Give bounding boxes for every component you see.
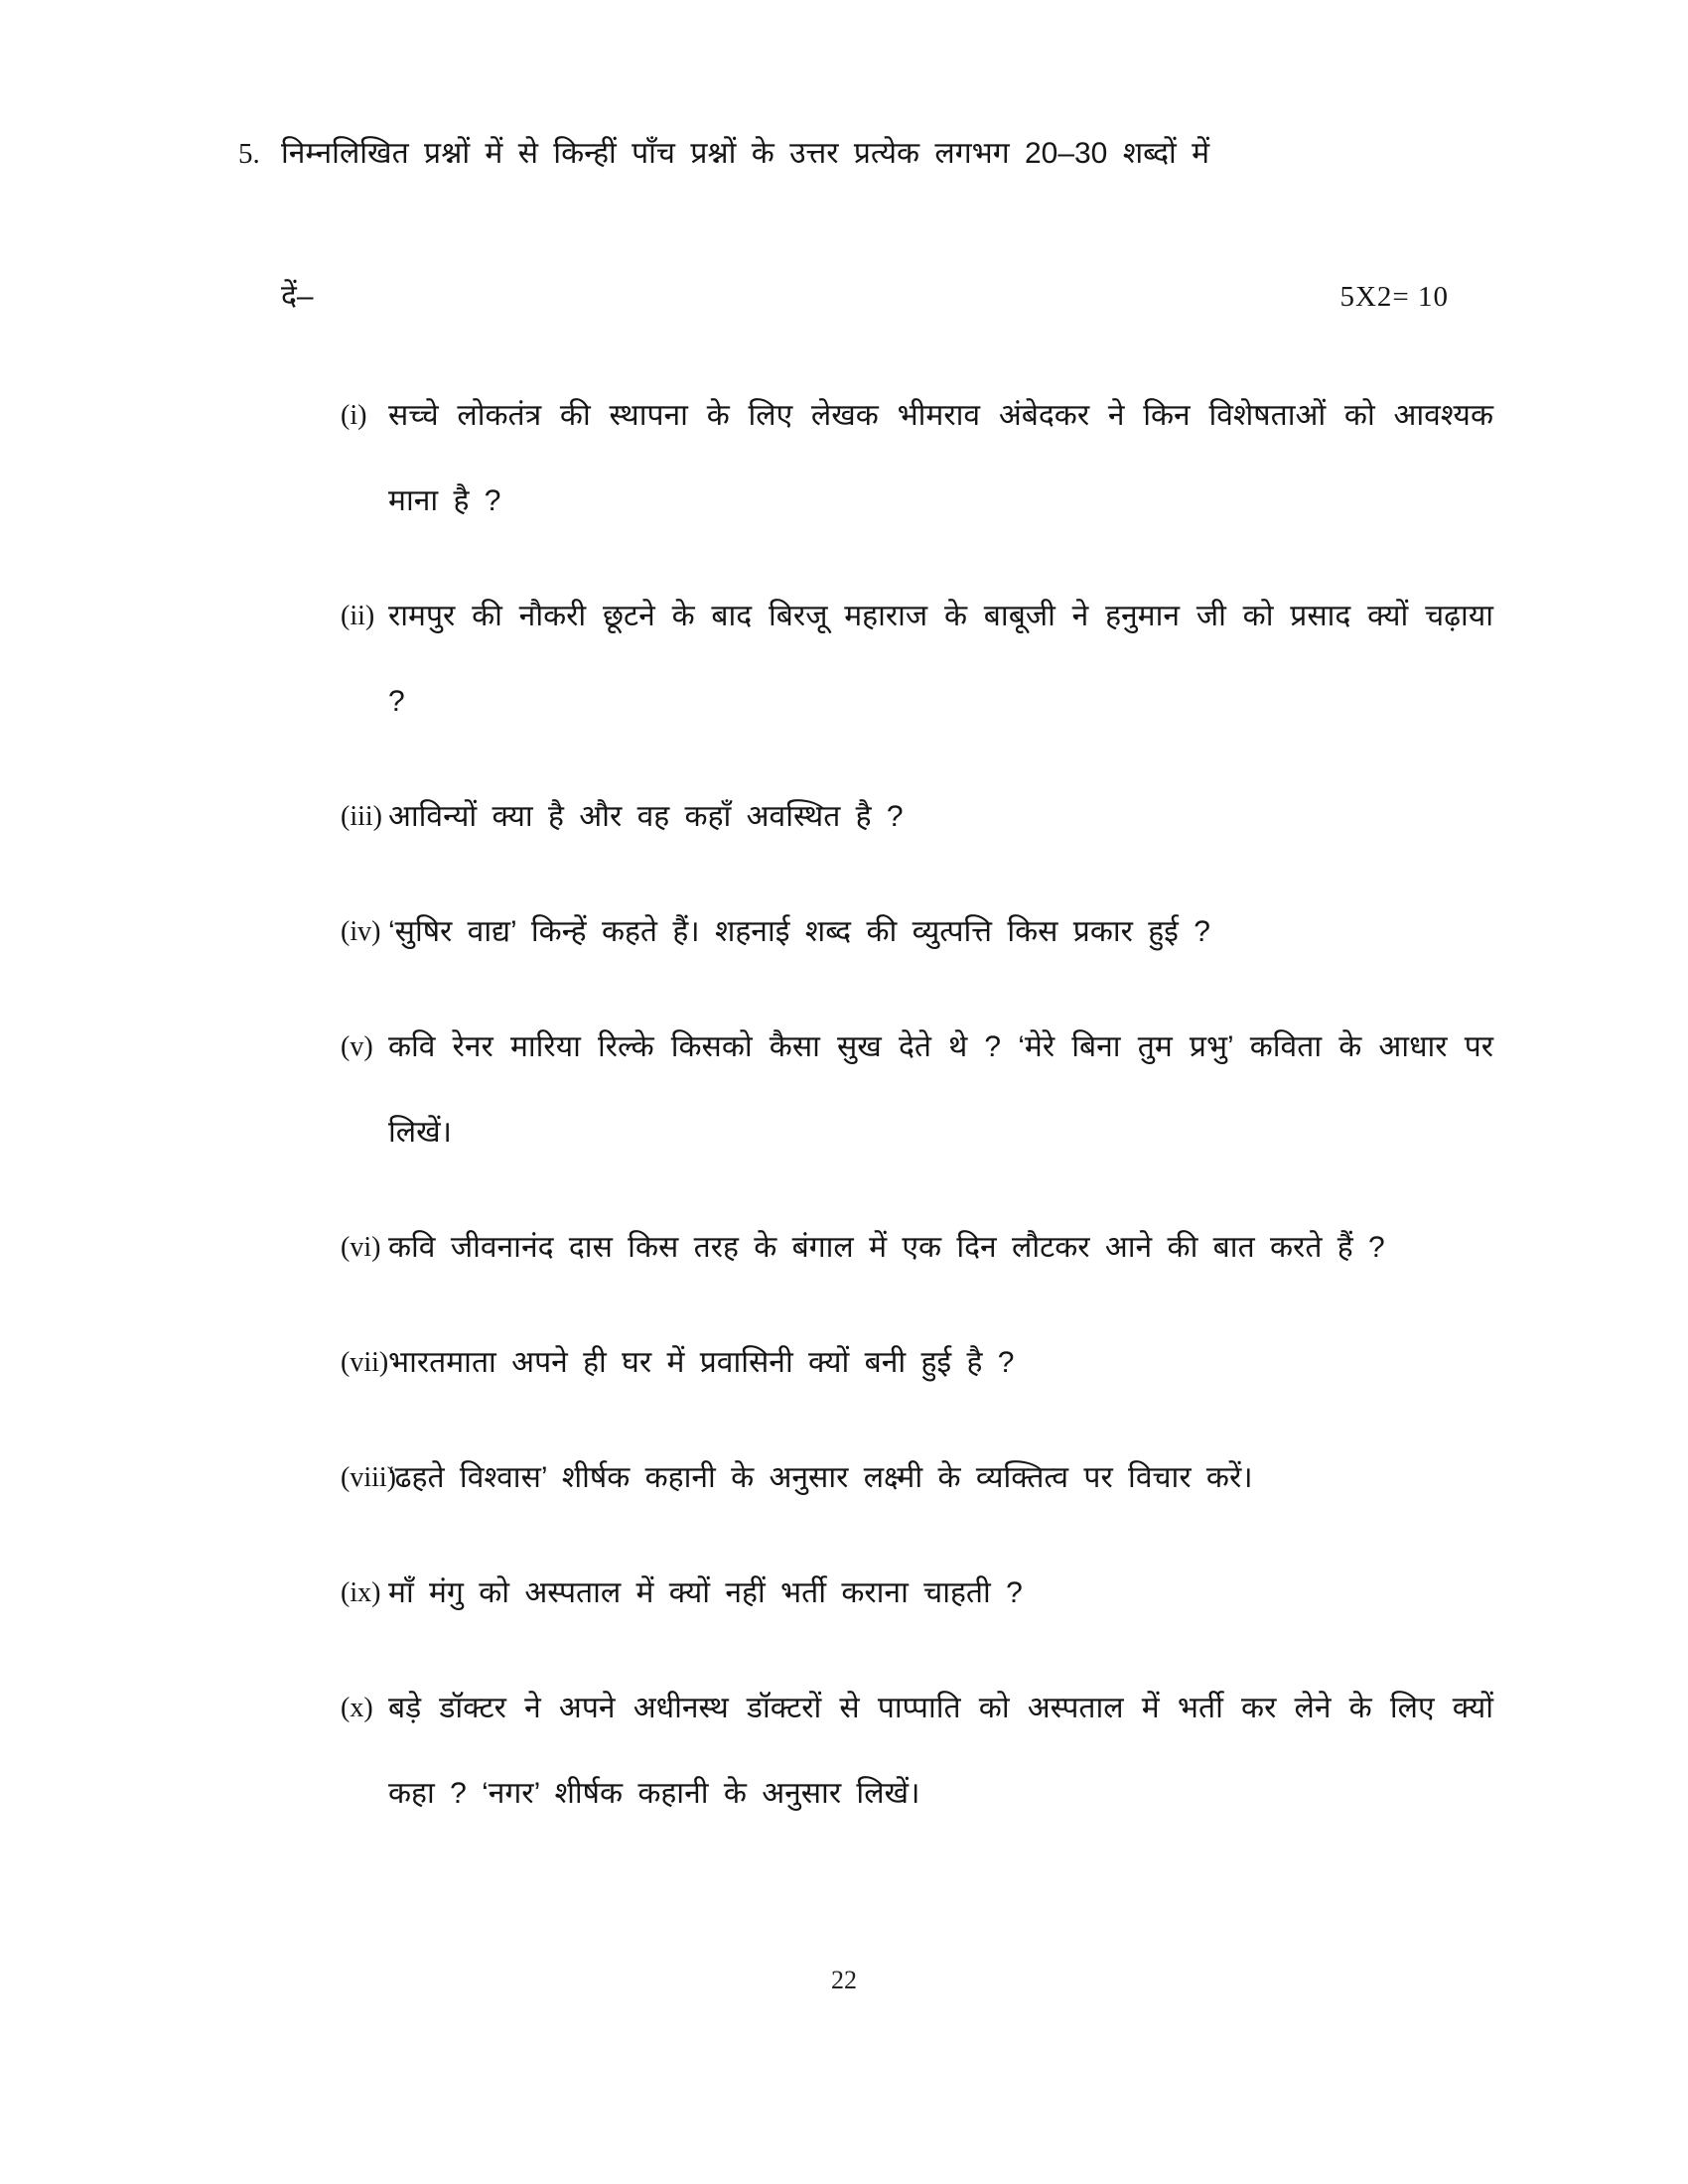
sub-question-row-i [341, 373, 1493, 544]
sub-question-row-iii [341, 774, 1493, 860]
sub-question-row-ii [341, 574, 1493, 745]
sub-question-text: भारतमाता अपने ही घर में प्रवासिनी क्यों बनी हुई है ? [388, 1346, 1015, 1379]
sub-question-list [341, 373, 1493, 1837]
page-content [238, 111, 1493, 1866]
sub-question-number: (vi) [341, 1232, 381, 1263]
sub-question-text: आविन्यों क्या है और वह कहाँ अवस्थित है ? [388, 800, 904, 833]
sub-question-number: (iii) [341, 801, 382, 832]
sub-question-number: (iv) [341, 916, 381, 947]
sub-question-number: (ii) [341, 601, 375, 631]
question-instruction-line2: दें– [281, 280, 314, 313]
sub-question-row-v [341, 1005, 1493, 1175]
sub-question-row-ix [341, 1551, 1493, 1636]
sub-question-number: (v) [341, 1031, 373, 1062]
marks-value: 5X2= 10 [1339, 281, 1449, 313]
question-body [281, 111, 1493, 1866]
sub-question-number: (x) [341, 1693, 373, 1723]
sub-question-text: कवि रेनर मारिया रिल्के किसको कैसा सुख देते थे ? ‘मेरे बिना तुम प्रभु’ कविता के आधार पर लिखें। [388, 1030, 1493, 1149]
page-number: 22 [831, 1966, 857, 1994]
sub-question-text: ‘सुषिर वाद्य’ किन्हें कहते हैं। शहनाई शब्द की व्युत्पत्ति किस प्रकार हुई ? [388, 915, 1210, 948]
sub-question-row-vi [341, 1205, 1493, 1291]
question-instruction-line1: निम्नलिखित प्रश्नों में से किन्हीं पाँच प्रश्नों के उत्तर प्रत्येक लगभग 20–30 शब्दों में [281, 137, 1210, 170]
sub-question-text: ‘ढहते विश्वास’ शीर्षक कहानी के अनुसार लक्ष्मी के व्यक्तित्व पर विचार करें। [388, 1461, 1253, 1494]
sub-question-text: सच्चे लोकतंत्र की स्थापना के लिए लेखक भीमराव अंबेदकर ने किन विशेषताओं को आवश्यक माना है ? [388, 399, 1493, 517]
sub-question-number: (i) [341, 400, 367, 431]
sub-question-row-vii [341, 1320, 1493, 1406]
sub-question-text: रामपुर की नौकरी छूटने के बाद बिरजू महाराज के बाबूजी ने हनुमान जी को प्रसाद क्यों चढ़ाया ? [388, 600, 1493, 718]
sub-question-number: (ix) [341, 1577, 381, 1608]
sub-question-row-viii [341, 1435, 1493, 1521]
sub-question-text: माँ मंगु को अस्पताल में क्यों नहीं भर्ती कराना चाहती ? [388, 1576, 1023, 1609]
question-5-block [238, 111, 1493, 1866]
sub-question-row-x [341, 1666, 1493, 1837]
sub-question-text: कवि जीवनानंद दास किस तरह के बंगाल में एक दिन लौटकर आने की बात करते हैं ? [388, 1231, 1385, 1264]
sub-question-number: (viii) [341, 1462, 396, 1493]
instruction-marks-row [281, 254, 1493, 340]
question-number: 5. [238, 138, 260, 170]
sub-question-number: (vii) [341, 1347, 389, 1378]
sub-question-row-iv [341, 889, 1493, 975]
sub-question-text: बड़े डॉक्टर ने अपने अधीनस्थ डॉक्टरों से पाप्पाति को अस्पताल में भर्ती कर लेने के लिए क्यों कहा ? ‘नगर’ शीर्षक कहानी के अनुसार लिखें। [388, 1692, 1493, 1810]
